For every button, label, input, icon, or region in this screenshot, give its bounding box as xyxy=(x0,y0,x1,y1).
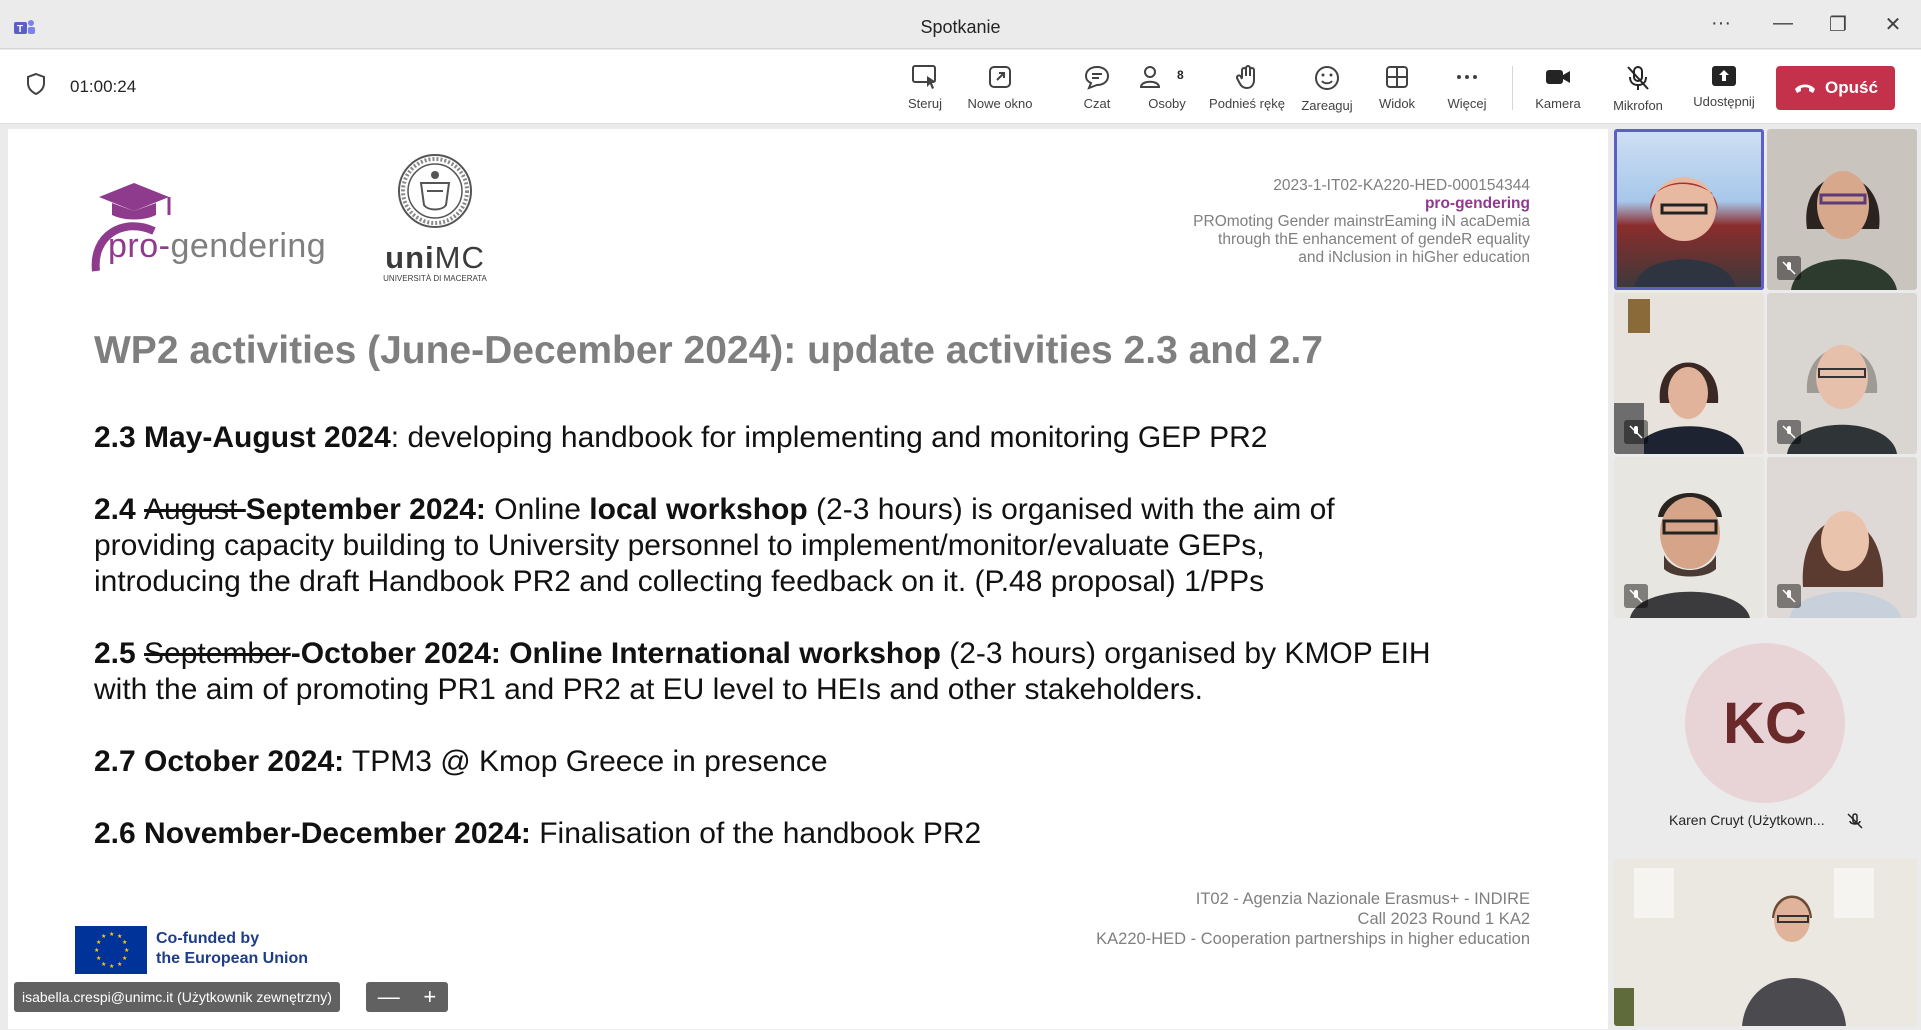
zoom-controls xyxy=(366,982,448,1012)
unimc-wordmark xyxy=(380,240,490,276)
chat-button[interactable] xyxy=(1057,60,1137,118)
toolbar-separator xyxy=(1512,66,1513,110)
mic-off-icon xyxy=(1624,584,1648,608)
item-2-4-line-3: introducing the draft Handbook PR2 and collecting feedback on it. (P.48 proposal) 1/PPs xyxy=(94,565,1265,598)
control-icon xyxy=(911,64,939,90)
item-2-3-date: 2.3 May-August 2024 xyxy=(94,421,391,454)
item-2-5-num: 2.5 xyxy=(94,637,145,670)
svg-text:★: ★ xyxy=(101,961,107,968)
item-2-6-date: 2.6 November-December 2024: xyxy=(94,817,531,850)
new-window-icon xyxy=(987,64,1013,90)
control-label: Steruj xyxy=(908,96,942,111)
mic-off-icon xyxy=(1777,256,1801,280)
share-label: Udostępnij xyxy=(1693,94,1755,109)
item-2-4-line-1 xyxy=(94,492,1335,528)
eu-flag-icon xyxy=(75,926,147,974)
window-title: Spotkanie xyxy=(920,17,1001,37)
svg-text:★: ★ xyxy=(109,963,115,970)
more-icon xyxy=(1453,64,1481,90)
item-2-4-num: 2.4 xyxy=(94,493,145,526)
chat-label: Czat xyxy=(1083,96,1111,111)
funding-footer xyxy=(1096,889,1530,949)
close-button[interactable]: ✕ xyxy=(1884,14,1902,36)
microphone-label: Mikrofon xyxy=(1613,98,1663,113)
react-icon xyxy=(1313,64,1341,92)
leave-button[interactable] xyxy=(1776,66,1895,110)
item-2-6 xyxy=(94,816,981,852)
item-2-7-date: 2.7 October 2024: xyxy=(94,745,345,778)
chat-icon xyxy=(1083,64,1111,90)
mic-off-icon xyxy=(1777,584,1801,608)
svg-text:★: ★ xyxy=(96,939,102,946)
svg-text:★: ★ xyxy=(124,947,130,954)
svg-text:★: ★ xyxy=(122,939,128,946)
svg-text:★: ★ xyxy=(94,947,100,954)
item-2-5-line-2: with the aim of promoting PR1 and PR2 at EU level to HEIs and other stakeholders. xyxy=(94,673,1203,706)
view-label: Widok xyxy=(1378,96,1416,111)
item-2-7-text: TPM3 @ Kmop Greece in presence xyxy=(344,745,828,778)
camera-button[interactable] xyxy=(1518,60,1598,118)
more-label: Więcej xyxy=(1447,96,1487,111)
raise-hand-button[interactable] xyxy=(1207,60,1287,118)
participant-tile-7[interactable] xyxy=(1614,858,1917,1026)
project-code: 2023-1-IT02-KA220-HED-000154344 xyxy=(1273,177,1530,194)
project-desc-3: and iNclusion in hiGher education xyxy=(1298,249,1530,266)
raise-hand-icon xyxy=(1234,64,1260,90)
presenter-name-tag: isabella.crespi@unimc.it (Użytkownik zewnętrzny) xyxy=(14,982,340,1012)
item-2-4-date: September 2024: xyxy=(245,493,486,526)
presentation-slide xyxy=(8,129,1608,1029)
university-seal-icon xyxy=(397,153,473,229)
eu-cofunded-text xyxy=(156,929,308,969)
item-2-4-line-2: providing capacity building to University personnel to implement/monitor/evaluate GEPs, xyxy=(94,529,1265,562)
unimc-subtitle: UNIVERSITÀ DI MACERATA xyxy=(383,274,487,283)
camera-icon xyxy=(1544,64,1572,90)
participant-video-thumbnail xyxy=(1614,858,1917,1026)
view-button[interactable] xyxy=(1357,60,1437,118)
minimize-button[interactable]: — xyxy=(1773,12,1793,34)
unimc-bold: uni xyxy=(385,240,435,275)
people-button[interactable] xyxy=(1127,60,1207,118)
share-button[interactable] xyxy=(1684,60,1764,118)
item-2-6-text: Finalisation of the handbook PR2 xyxy=(530,817,982,850)
item-2-4-workshop: local workshop xyxy=(589,493,808,526)
microphone-button[interactable] xyxy=(1598,60,1678,118)
shield-icon[interactable] xyxy=(26,72,46,96)
item-2-5-strike: September xyxy=(144,637,291,670)
mic-off-icon xyxy=(1777,420,1801,444)
slide-heading: WP2 activities (June-December 2024): update activities 2.3 and 2.7 xyxy=(94,329,1323,372)
participant-tile-6[interactable] xyxy=(1767,457,1917,618)
leave-label: Opuść xyxy=(1825,78,1878,97)
participant-tile-avatar[interactable] xyxy=(1611,630,1917,850)
footer-line-2: Call 2023 Round 1 KA2 xyxy=(1357,910,1530,928)
unimc-logo xyxy=(380,153,490,283)
item-2-5-line-1 xyxy=(94,636,1431,672)
participant-tile-5[interactable] xyxy=(1614,457,1764,618)
restore-button[interactable]: ❐ xyxy=(1829,14,1847,36)
react-button[interactable] xyxy=(1287,60,1367,118)
svg-text:T: T xyxy=(17,24,24,35)
people-count: 8 xyxy=(1177,68,1184,82)
item-2-5-text: (2-3 hours) organised by KMOP EIH xyxy=(940,637,1431,670)
item-2-5-date: -October 2024: Online International workshop xyxy=(290,637,941,670)
camera-label: Kamera xyxy=(1535,96,1581,111)
project-info xyxy=(1193,177,1530,267)
zoom-in-button[interactable]: + xyxy=(423,984,437,1009)
svg-text:★: ★ xyxy=(117,933,123,940)
zoom-out-button[interactable]: — xyxy=(377,984,400,1009)
project-desc-2: through thE enhancement of gendeR equality xyxy=(1218,231,1530,248)
svg-text:★: ★ xyxy=(96,955,102,962)
participant-video-thumbnail xyxy=(1614,129,1764,290)
view-icon xyxy=(1384,64,1410,90)
svg-text:★: ★ xyxy=(117,961,123,968)
mic-off-icon xyxy=(1625,64,1651,92)
more-button[interactable] xyxy=(1427,60,1507,118)
eu-line-1: Co-funded by xyxy=(156,930,260,947)
svg-text:★: ★ xyxy=(122,955,128,962)
mic-off-icon xyxy=(1847,813,1863,829)
item-2-4-text-a: Online xyxy=(485,493,590,526)
item-2-4-text-b: (2-3 hours) is organised with the aim of xyxy=(807,493,1335,526)
control-button[interactable] xyxy=(885,60,965,118)
avatar: KC xyxy=(1685,643,1845,803)
title-bar xyxy=(0,0,1921,49)
item-2-4-strike: August xyxy=(144,493,246,526)
footer-line-1: IT02 - Agenzia Nazionale Erasmus+ - INDIRE xyxy=(1195,890,1530,908)
participant-tile-4[interactable] xyxy=(1767,293,1917,454)
eu-line-2: the European Union xyxy=(156,950,308,967)
footer-line-3: KA220-HED - Cooperation partnerships in higher education xyxy=(1096,930,1530,948)
share-icon xyxy=(1710,64,1738,88)
svg-text:★: ★ xyxy=(101,933,107,940)
project-name: pro-gendering xyxy=(1424,195,1530,212)
pro-gendering-wordmark xyxy=(108,227,326,266)
unimc-light: MC xyxy=(434,240,485,275)
participant-tile-speaker[interactable] xyxy=(1614,129,1764,290)
item-2-3 xyxy=(94,420,1267,456)
project-desc-1: PROmoting Gender mainstrEaming iN acaDemia xyxy=(1193,213,1530,230)
participant-tile-2[interactable] xyxy=(1767,129,1917,290)
new-window-label: Nowe okno xyxy=(967,96,1033,111)
meeting-timer: 01:00:24 xyxy=(70,77,137,96)
meeting-toolbar xyxy=(0,50,1921,124)
react-label: Zareaguj xyxy=(1301,98,1353,113)
item-2-7 xyxy=(94,744,828,780)
more-options-icon[interactable]: ··· xyxy=(1711,12,1731,34)
mic-off-icon xyxy=(1624,420,1648,444)
raise-hand-label: Podnieś rękę xyxy=(1209,96,1285,111)
people-label: Osoby xyxy=(1148,96,1186,111)
item-2-3-text: : developing handbook for implementing and monitoring GEP PR2 xyxy=(390,421,1268,454)
participant-tile-3[interactable] xyxy=(1614,293,1764,454)
svg-text:★: ★ xyxy=(109,931,115,938)
hang-up-icon xyxy=(1793,81,1817,95)
participant-name: Karen Cruyt (Użytkown... xyxy=(1669,812,1825,828)
new-window-button[interactable] xyxy=(960,60,1040,118)
wordmark-pro: pro- xyxy=(108,227,171,265)
people-icon xyxy=(1139,64,1167,90)
wordmark-gendering: gendering xyxy=(170,227,327,265)
